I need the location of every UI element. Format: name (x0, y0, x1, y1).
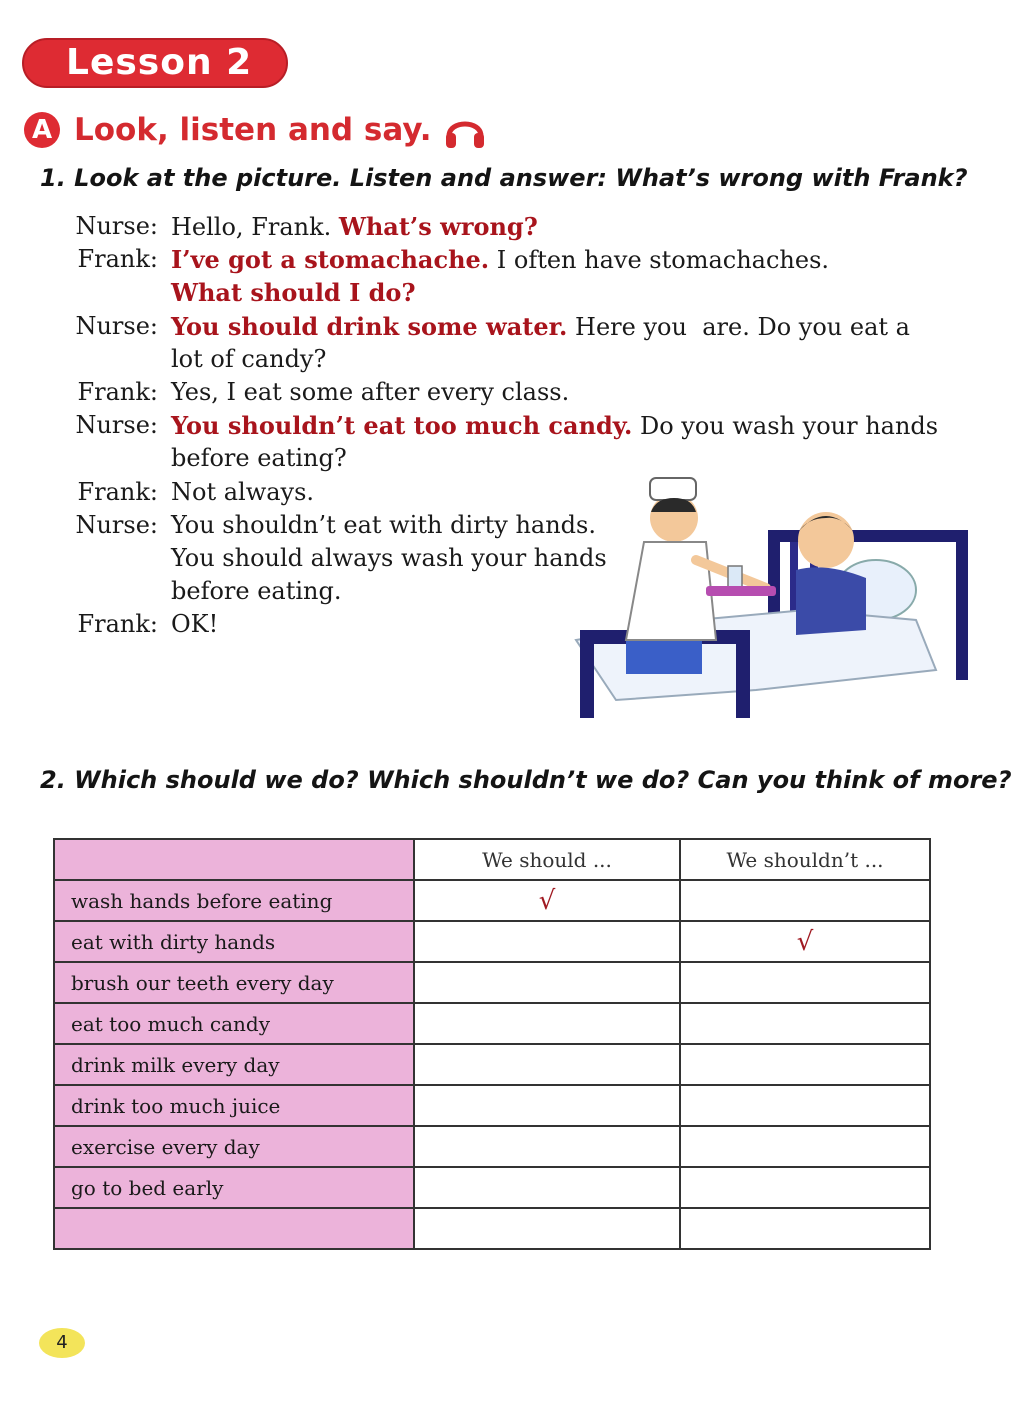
key-phrase: You shouldn’t eat too much candy. (171, 411, 633, 441)
shouldnt-cell[interactable] (680, 1208, 930, 1249)
should-cell[interactable] (414, 1167, 680, 1208)
dialog-speech (171, 476, 314, 509)
dialog-line (0, 276, 1000, 309)
activity-cell: exercise every day (54, 1126, 414, 1167)
question-1-heading: 1. Look at the picture. Listen and answer: What’s wrong with Frank? (40, 164, 968, 192)
dialog-text: You shouldn’t eat with dirty hands. (171, 510, 596, 539)
dialog-speech (171, 608, 218, 641)
shouldnt-cell[interactable] (680, 1044, 930, 1085)
key-phrase: I’ve got a stomachache. (171, 245, 490, 275)
dialog-text: Here you are. Do you eat a (567, 312, 910, 341)
key-phrase: What’s wrong? (338, 212, 538, 241)
shouldnt-cell[interactable] (680, 1003, 930, 1044)
dialog-text: Do you wash your hands (632, 412, 939, 441)
section-title: Look, listen and say. (74, 112, 432, 148)
dialog-text: lot of candy? (171, 344, 327, 373)
dialog-speech (171, 442, 347, 475)
table-row (54, 1126, 930, 1167)
dialog-speech (171, 542, 607, 575)
page-number: 4 (39, 1328, 85, 1358)
dialog-speech (171, 509, 596, 542)
key-phrase: You should drink some water. (171, 311, 568, 341)
dialog-line (0, 243, 1000, 276)
activity-cell: drink milk every day (54, 1044, 414, 1085)
dialog-speech (171, 210, 538, 244)
table-header-row (54, 839, 930, 880)
dialog-text: OK! (171, 610, 219, 639)
dialog-line (0, 343, 1000, 376)
should-cell[interactable] (414, 921, 680, 962)
should-cell[interactable] (414, 1044, 680, 1085)
should-cell[interactable] (414, 1208, 680, 1249)
should-cell[interactable] (414, 1003, 680, 1044)
lesson-title: Lesson 2 (66, 42, 253, 83)
key-phrase: What should I do? (171, 278, 416, 308)
section-a-header (24, 108, 487, 152)
section-letter-badge: A (24, 112, 60, 148)
should-cell[interactable] (414, 1126, 680, 1167)
activity-cell: brush our teeth every day (54, 962, 414, 1003)
dialog-speaker: Nurse: (75, 510, 158, 539)
should-cell[interactable] (414, 962, 680, 1003)
dialog-text: Yes, I eat some after every class. (171, 378, 570, 406)
dialog-text: You should always wash your hands (171, 544, 607, 572)
shouldnt-cell[interactable] (680, 962, 930, 1003)
question-2-heading: 2. Which should we do? Which shouldn’t we do? Can you think of more? (40, 766, 1012, 794)
dialog-speech (171, 575, 341, 608)
header-blank-cell (54, 839, 414, 880)
dialog-speaker: Nurse: (75, 311, 158, 340)
header-we-should: We should ... (414, 839, 680, 880)
dialog-text: Not always. (171, 477, 315, 506)
dialog-speech (171, 409, 938, 443)
dialog-speech (171, 310, 910, 344)
dialog-speech (171, 243, 829, 277)
dialog-line (0, 210, 1000, 243)
shouldnt-cell[interactable] (680, 1126, 930, 1167)
dialog-line (0, 409, 1000, 442)
dialog-line (0, 310, 1000, 343)
activity-cell (54, 1208, 414, 1249)
activity-cell: drink too much juice (54, 1085, 414, 1126)
dialog-speech (171, 376, 569, 409)
table-row (54, 921, 930, 962)
activity-cell: go to bed early (54, 1167, 414, 1208)
nurse-and-patient-illustration (556, 470, 976, 720)
dialog-text: Hello, Frank. (171, 213, 339, 241)
dialog-line (0, 376, 1000, 409)
should-cell[interactable] (414, 1085, 680, 1126)
header-we-shouldnt: We shouldn’t ... (680, 839, 930, 880)
should-cell[interactable]: √ (414, 880, 680, 921)
table-row (54, 880, 930, 921)
table-row (54, 1085, 930, 1126)
dialog-speaker: Frank: (77, 477, 158, 506)
dialog-text: I often have stomachaches. (489, 246, 830, 275)
shouldnt-cell[interactable] (680, 880, 930, 921)
dialog-speaker: Frank: (77, 245, 158, 274)
table-row (54, 1208, 930, 1249)
headphones-icon[interactable] (443, 110, 487, 150)
dialog-speech (171, 343, 326, 376)
dialog-speaker: Nurse: (75, 212, 158, 240)
dialog-speaker: Frank: (77, 610, 158, 639)
should-shouldnt-table (53, 838, 931, 1250)
activity-cell: eat too much candy (54, 1003, 414, 1044)
shouldnt-cell[interactable] (680, 1085, 930, 1126)
table-row (54, 962, 930, 1003)
dialog-speaker: Frank: (77, 378, 158, 406)
lesson-title-badge (22, 38, 288, 88)
shouldnt-cell[interactable] (680, 1167, 930, 1208)
table-row (54, 1044, 930, 1085)
activity-cell: wash hands before eating (54, 880, 414, 921)
dialog-text: before eating. (171, 577, 342, 606)
shouldnt-cell[interactable]: √ (680, 921, 930, 962)
activity-cell: eat with dirty hands (54, 921, 414, 962)
dialog-text: before eating? (171, 444, 347, 473)
table-row (54, 1003, 930, 1044)
dialog-speaker: Nurse: (75, 411, 158, 440)
dialog-speech (171, 276, 416, 310)
table-row (54, 1167, 930, 1208)
